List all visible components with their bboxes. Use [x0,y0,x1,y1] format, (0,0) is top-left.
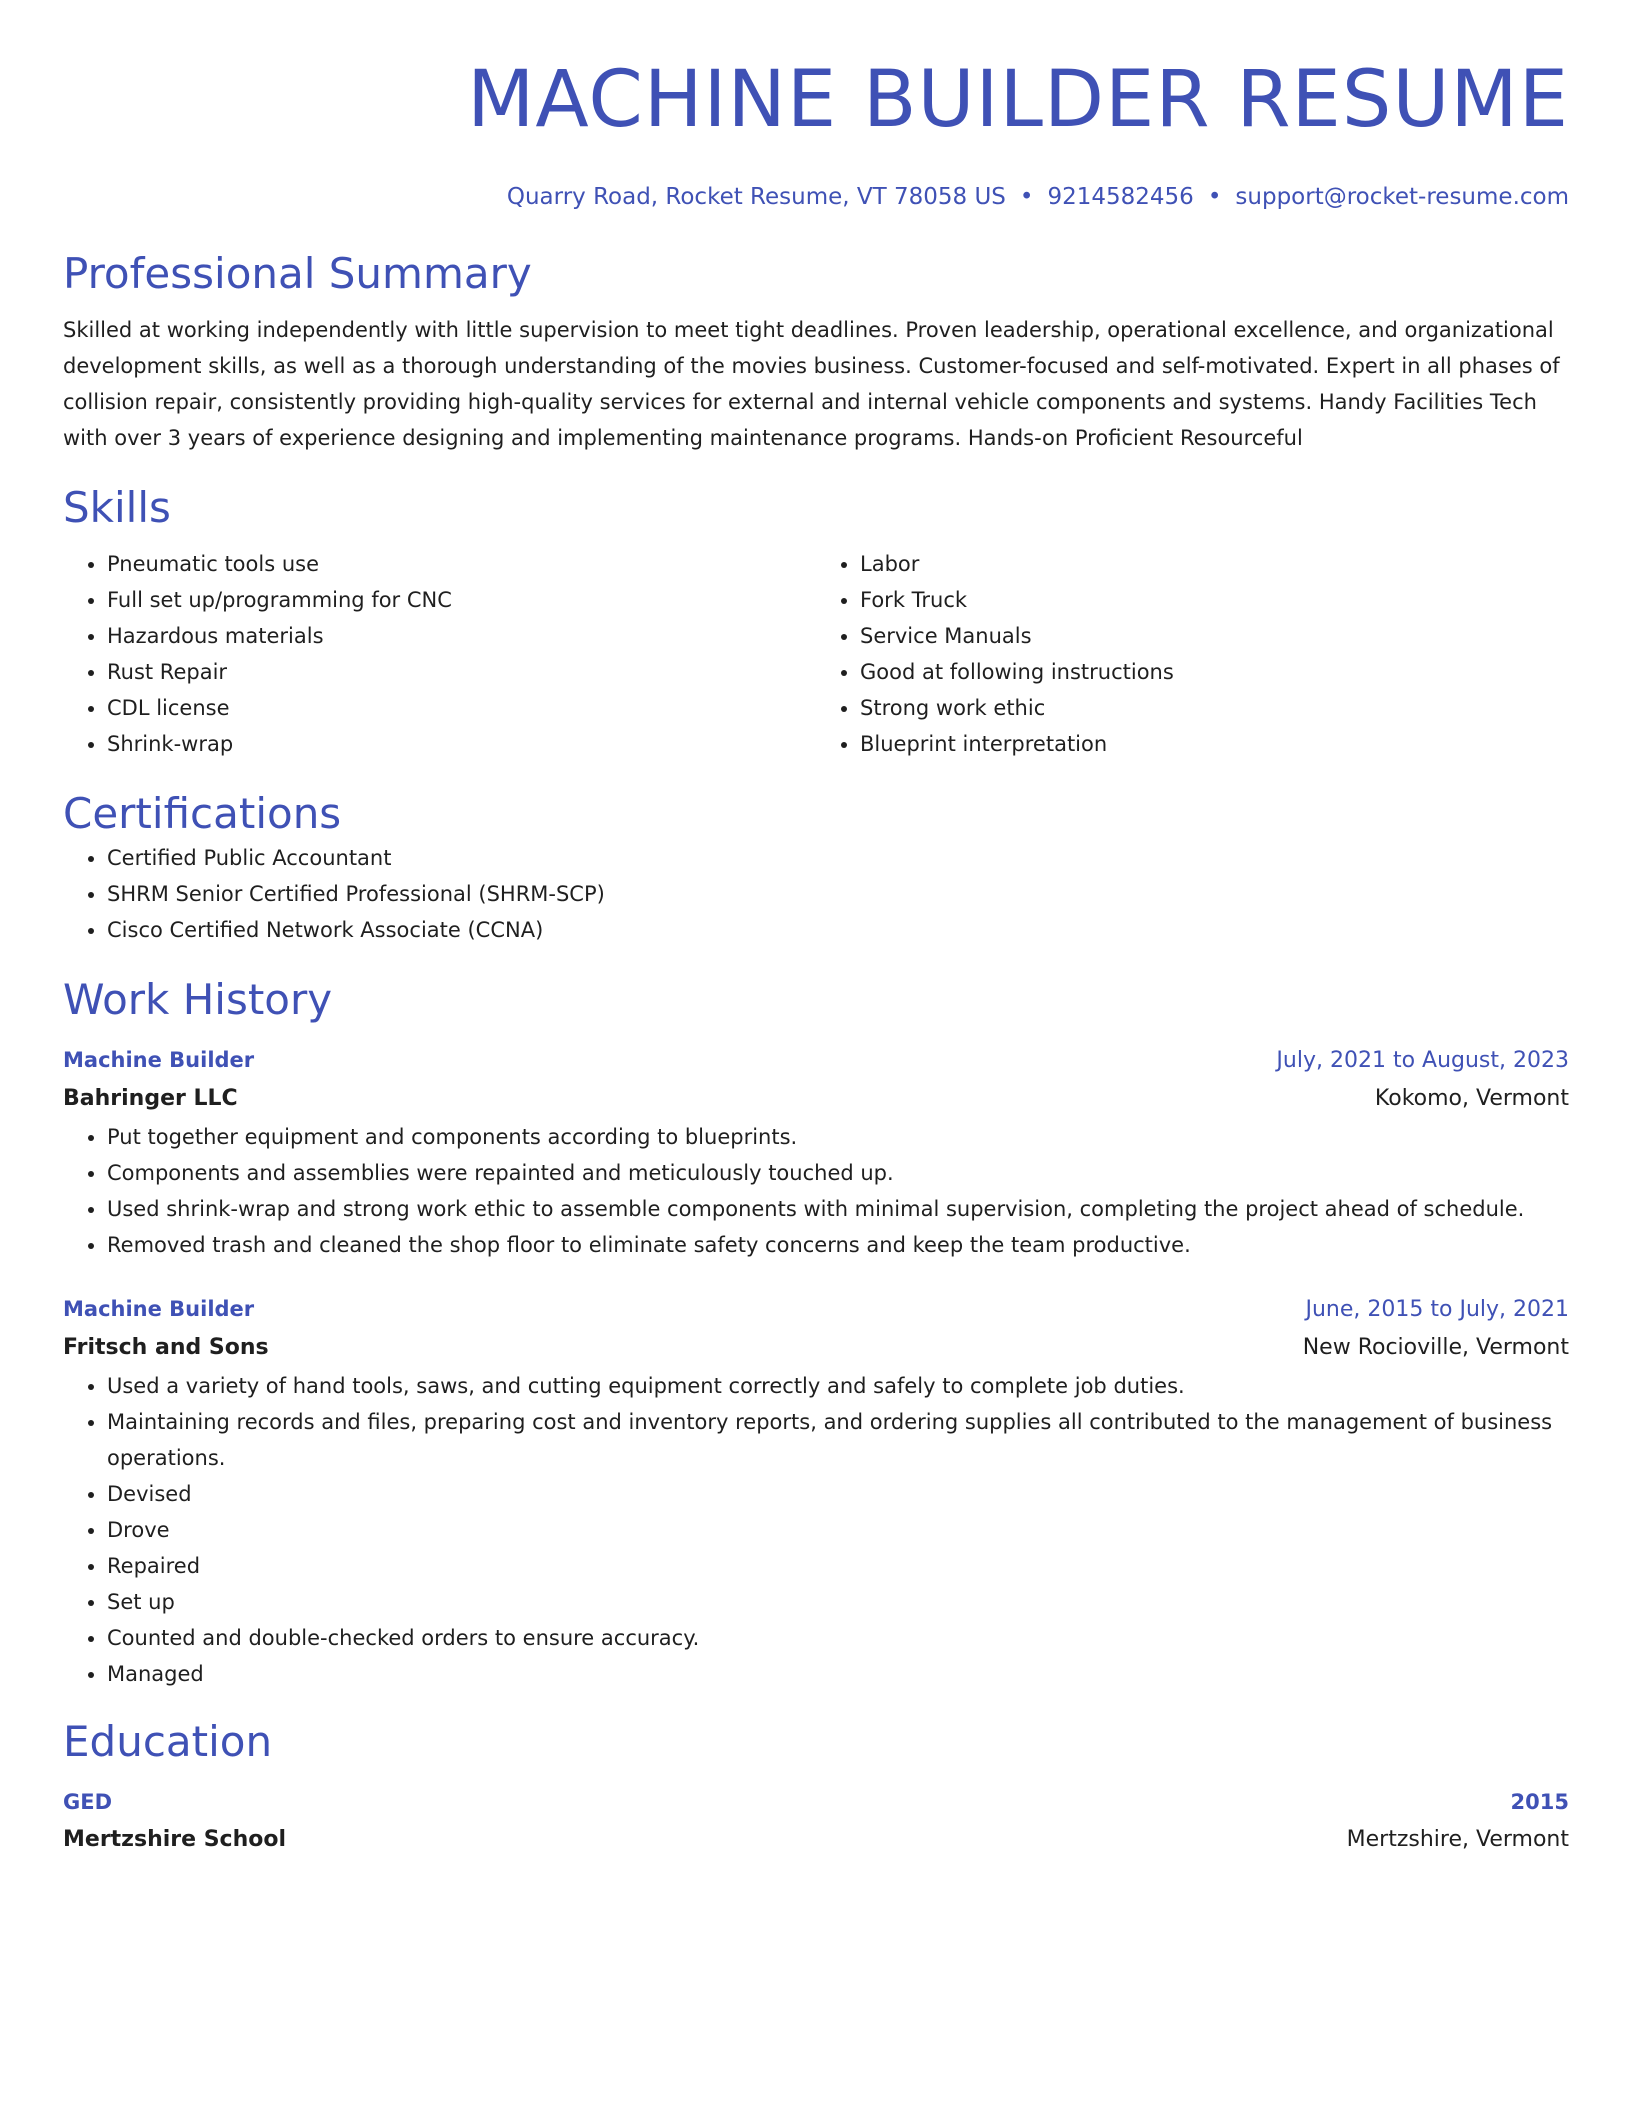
job-dates: July, 2021 to August, 2023 [1276,1048,1569,1073]
education-school-row [63,1820,1569,1860]
skills-list [63,546,1569,762]
skill-item: • Service Manuals [860,618,1569,654]
certification-item: • Cisco Certified Network Associate (CCNA) [107,912,1569,948]
job-duty: • Maintaining records and files, preparing cost and inventory reports, and ordering supplies all contributed to the management of business operations. [107,1404,1569,1476]
job-duty: • Devised [107,1476,1569,1512]
job-company-row [63,1079,1569,1119]
job-header-row [63,1042,1569,1079]
skill-item: • Labor [860,546,1569,582]
work-history-heading: Work History [63,975,333,1024]
certifications-heading: Certifications [63,789,342,838]
job-company: Bahringer LLC [63,1086,238,1111]
job-duty: • Repaired [107,1548,1569,1584]
skill-item: • Blueprint interpretation [860,726,1569,762]
job-entry [63,1291,1569,1692]
education-school: Mertzshire School [63,1827,287,1852]
job-duties-list [63,1119,1569,1263]
job-location: New Rocioville, Vermont [1302,1335,1569,1360]
job-title: Machine Builder [63,1297,255,1321]
skill-item: • Good at following instructions [860,654,1569,690]
job-duty: • Put together equipment and components according to blueprints. [107,1119,1569,1155]
skill-item: • Fork Truck [860,582,1569,618]
resume-header [63,52,1569,212]
contact-address: Quarry Road, Rocket Resume, VT 78058 US [506,184,1006,210]
education-location: Mertzshire, Vermont [1346,1827,1569,1852]
job-duties-list [63,1368,1569,1692]
job-title: Machine Builder [63,1048,255,1072]
job-duty: • Used shrink-wrap and strong work ethic to assemble components with minimal supervision, completing the project ahead of schedule. [107,1191,1569,1227]
job-company: Fritsch and Sons [63,1335,269,1360]
skill-item: • Strong work ethic [860,690,1569,726]
education-header-row [63,1784,1569,1820]
skill-item: • Shrink-wrap [107,726,816,762]
skills-heading: Skills [63,483,171,532]
education-degree: GED [63,1790,113,1814]
skills-column-right [816,546,1569,762]
contact-separator: • [1019,184,1034,210]
skill-item: • CDL license [107,690,816,726]
contact-phone: 9214582456 [1047,184,1194,210]
job-dates: June, 2015 to July, 2021 [1305,1297,1569,1322]
job-duty: • Components and assemblies were repainted and meticulously touched up. [107,1155,1569,1191]
job-duty: • Set up [107,1584,1569,1620]
job-location: Kokomo, Vermont [1374,1086,1569,1111]
contact-separator: • [1207,184,1222,210]
certifications-list [63,840,1569,948]
skill-item: • Hazardous materials [107,618,816,654]
job-duty: • Used a variety of hand tools, saws, and cutting equipment correctly and safely to complete job duties. [107,1368,1569,1404]
job-duty: • Removed trash and cleaned the shop floor to eliminate safety concerns and keep the team productive. [107,1227,1569,1263]
skill-item: • Full set up/programming for CNC [107,582,816,618]
skill-item: • Rust Repair [107,654,816,690]
skills-column-left [63,546,816,762]
summary-heading: Professional Summary [63,249,532,298]
job-header-row [63,1291,1569,1328]
job-entry [63,1042,1569,1263]
education-entry [63,1784,1569,1860]
skill-item: • Pneumatic tools use [107,546,816,582]
certification-item: • Certified Public Accountant [107,840,1569,876]
contact-line [63,182,1569,212]
certification-item: • SHRM Senior Certified Professional (SHRM-SCP) [107,876,1569,912]
education-heading: Education [63,1717,273,1766]
job-duty: • Drove [107,1512,1569,1548]
contact-email: support@rocket-resume.com [1235,184,1569,210]
job-company-row [63,1328,1569,1368]
summary-text: Skilled at working independently with little supervision to meet tight deadlines. Proven leadership, operational excellence, and organizational development skills, as well as a thorough understanding of the movies business. Customer-focused and self-motivated. Expert in all phases of collision repair, consistently providing high-quality services for external and internal vehicle components and systems. Handy Facilities Tech with over 3 years of experience designing and implementing maintenance programs. Hands-on Proficient Resourceful [63,318,1560,450]
education-year: 2015 [1510,1790,1569,1814]
job-duty: • Counted and double-checked orders to ensure accuracy. [107,1620,1569,1656]
resume-title: MACHINE BUILDER RESUME [467,55,1569,145]
job-duty: • Managed [107,1656,1569,1692]
